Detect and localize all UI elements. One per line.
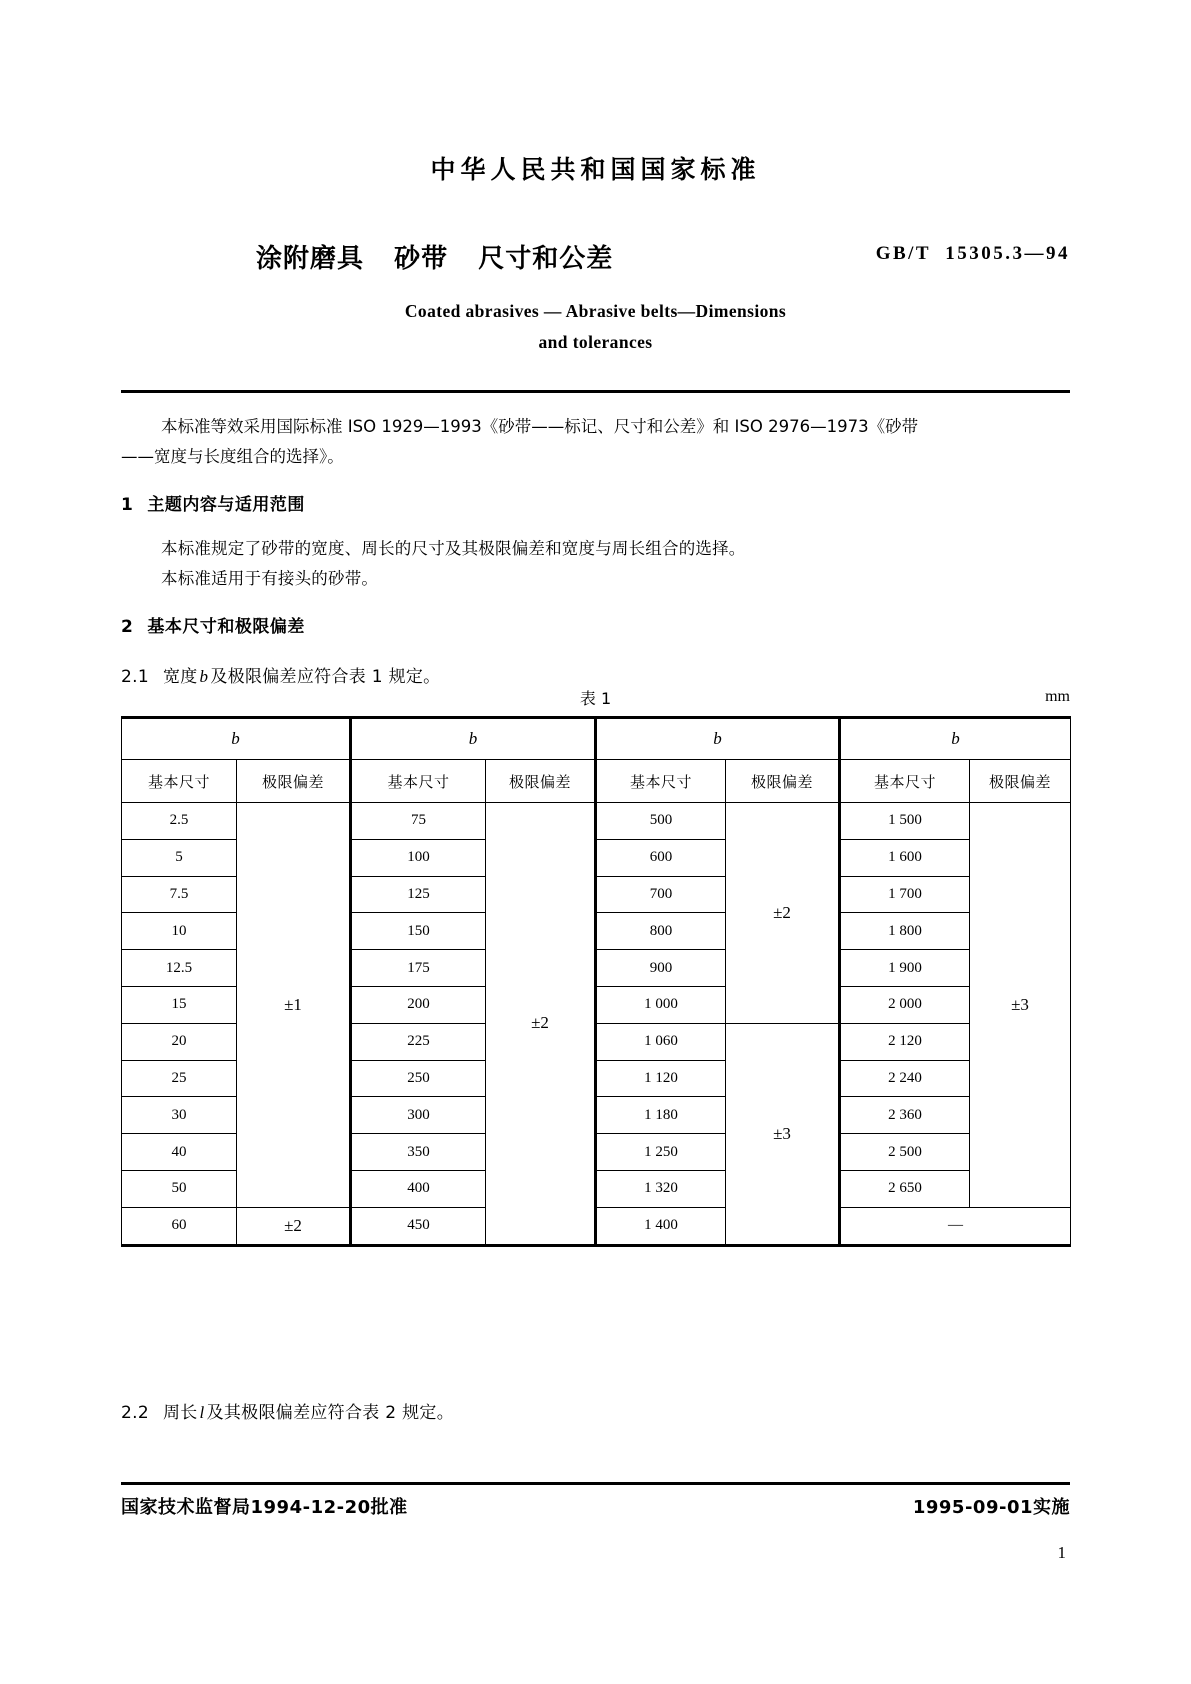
table-1-caption: 表 1 [579,689,612,708]
col-header-basic-1: 基本尺寸 [122,760,237,803]
table-cell-basic-size: 15 [122,986,237,1023]
table-cell-basic-size: 1 250 [596,1134,726,1171]
document-title-chinese: 涂附磨具 砂带 尺寸和公差 [256,244,614,274]
table-cell-basic-size: 200 [351,986,486,1023]
table-cell-basic-size: 225 [351,1023,486,1060]
table-cell-tolerance: ±2 [726,803,840,1024]
group-header-1: b [122,718,351,760]
section-1-number: 1 [121,495,134,515]
table-cell-basic-size: 700 [596,876,726,913]
group-header-3: b [596,718,840,760]
table-cell-basic-size: 250 [351,1060,486,1097]
section-2-1-text-b: 及极限偏差应符合表 1 规定。 [210,667,441,687]
table-cell-basic-size: 40 [122,1134,237,1171]
table-cell-basic-size: 1 600 [840,839,970,876]
table-row [122,1207,1071,1245]
table-cell-tolerance: ±1 [237,803,351,1208]
table-cell-tolerance: ±3 [726,1023,840,1245]
page-number: 1 [1057,1543,1066,1562]
table-row [122,803,1071,840]
group-header-2: b [351,718,596,760]
english-title-line-1: Coated abrasives — Abrasive belts—Dimensions [404,301,787,321]
section-2-number: 2 [121,617,134,637]
table-cell-basic-size: 1 320 [596,1170,726,1207]
table-cell-basic-size: 50 [122,1170,237,1207]
table-cell-basic-size: 2 120 [840,1023,970,1060]
table-cell-basic-size: 60 [122,1207,237,1245]
section-2-1-text-a: 宽度 [162,667,198,687]
standard-number: GB/T 15305.3—94 [875,243,1070,264]
table-cell-basic-size: 125 [351,876,486,913]
table-cell-tolerance: ±2 [486,803,596,1246]
table-cell-basic-size: 2 500 [840,1134,970,1171]
table-cell-basic-size: 900 [596,950,726,987]
table-cell-basic-size: 2.5 [122,803,237,840]
table-cell-basic-size: 1 400 [596,1207,726,1245]
table-cell-basic-size: 2 240 [840,1060,970,1097]
table-cell-basic-size: 25 [122,1060,237,1097]
table-cell-basic-size: 600 [596,839,726,876]
section-1-title: 主题内容与适用范围 [147,495,305,515]
table-1 [121,716,1071,1247]
table-cell-basic-size: 1 800 [840,913,970,950]
body-content [121,412,1070,692]
section-2-heading [121,612,1070,642]
section-2-2-heading [121,1398,1070,1423]
table-cell-basic-size: 500 [596,803,726,840]
table-cell-basic-size: 30 [122,1097,237,1134]
foreword-line-2: ——宽度与长度组合的选择》。 [121,447,344,466]
table-cell-basic-size: 10 [122,913,237,950]
table-cell-basic-size: 150 [351,913,486,950]
section-2-title: 基本尺寸和极限偏差 [147,617,305,637]
table-cell-basic-size: 1 700 [840,876,970,913]
section-1-paragraph-2: 本标准适用于有接头的砂带。 [161,569,379,588]
section-2-1-symbol: b [199,667,209,686]
table-1-body [122,803,1071,1246]
table-cell-basic-size: 1 120 [596,1060,726,1097]
group-header-4: b [840,718,1071,760]
table-cell-basic-size: 5 [122,839,237,876]
table-cell-basic-size: 1 180 [596,1097,726,1134]
footer-divider-rule [121,1482,1070,1485]
table-cell-basic-size: 2 650 [840,1170,970,1207]
national-standard-heading: 中华人民共和国国家标准 [430,155,761,184]
table-cell-basic-size: 1 060 [596,1023,726,1060]
document-title-english [0,296,1191,358]
table-cell-dash: — [840,1207,1071,1245]
col-header-basic-2: 基本尺寸 [351,760,486,803]
title-row [0,238,1191,278]
table-cell-basic-size: 7.5 [122,876,237,913]
col-header-basic-4: 基本尺寸 [840,760,970,803]
table-1-head [122,718,1071,803]
table-cell-basic-size: 75 [351,803,486,840]
table-cell-basic-size: 350 [351,1134,486,1171]
section-2-1-number: 2.1 [121,667,149,687]
col-header-tolerance-1: 极限偏差 [237,760,351,803]
section-2-2-symbol: l [199,1403,205,1422]
table-cell-basic-size: 2 360 [840,1097,970,1134]
col-header-tolerance-3: 极限偏差 [726,760,840,803]
col-header-tolerance-4: 极限偏差 [970,760,1071,803]
col-header-basic-3: 基本尺寸 [596,760,726,803]
masthead [0,150,1191,186]
table-cell-basic-size: 100 [351,839,486,876]
table-cell-tolerance: ±2 [237,1207,351,1245]
col-header-tolerance-2: 极限偏差 [486,760,596,803]
table-1-column-header-row [122,760,1071,803]
foreword-line-1: 本标准等效采用国际标准 ISO 1929—1993《砂带——标记、尺寸和公差》和 ISO 2976—1973《砂带 [161,417,919,436]
table-cell-basic-size: 1 500 [840,803,970,840]
table-cell-basic-size: 800 [596,913,726,950]
section-2-2-text-b: 及其极限偏差应符合表 2 规定。 [206,1403,455,1423]
footer-implementation: 1995-09-01实施 [912,1497,1070,1518]
english-title-line-2: and tolerances [538,332,653,352]
section-2-2-text-a: 周长 [162,1403,198,1423]
table-1-wrapper [121,716,1070,1247]
header-divider-rule [121,390,1070,393]
table-1-group-header-row [122,718,1071,760]
table-cell-basic-size: 400 [351,1170,486,1207]
table-cell-basic-size: 300 [351,1097,486,1134]
table-cell-tolerance: ±3 [970,803,1071,1208]
section-2-2-number: 2.2 [121,1403,149,1423]
section-1-heading [121,490,1070,520]
table-1-unit-label: mm [1045,688,1070,705]
section-1-paragraph-1: 本标准规定了砂带的宽度、周长的尺寸及其极限偏差和宽度与周长组合的选择。 [161,539,746,558]
table-cell-basic-size: 450 [351,1207,486,1245]
footer-approval: 国家技术监督局1994-12-20批准 [121,1497,408,1518]
table-cell-basic-size: 175 [351,950,486,987]
table-cell-basic-size: 1 000 [596,986,726,1023]
table-cell-basic-size: 20 [122,1023,237,1060]
table-cell-basic-size: 2 000 [840,986,970,1023]
table-cell-basic-size: 1 900 [840,950,970,987]
table-cell-basic-size: 12.5 [122,950,237,987]
